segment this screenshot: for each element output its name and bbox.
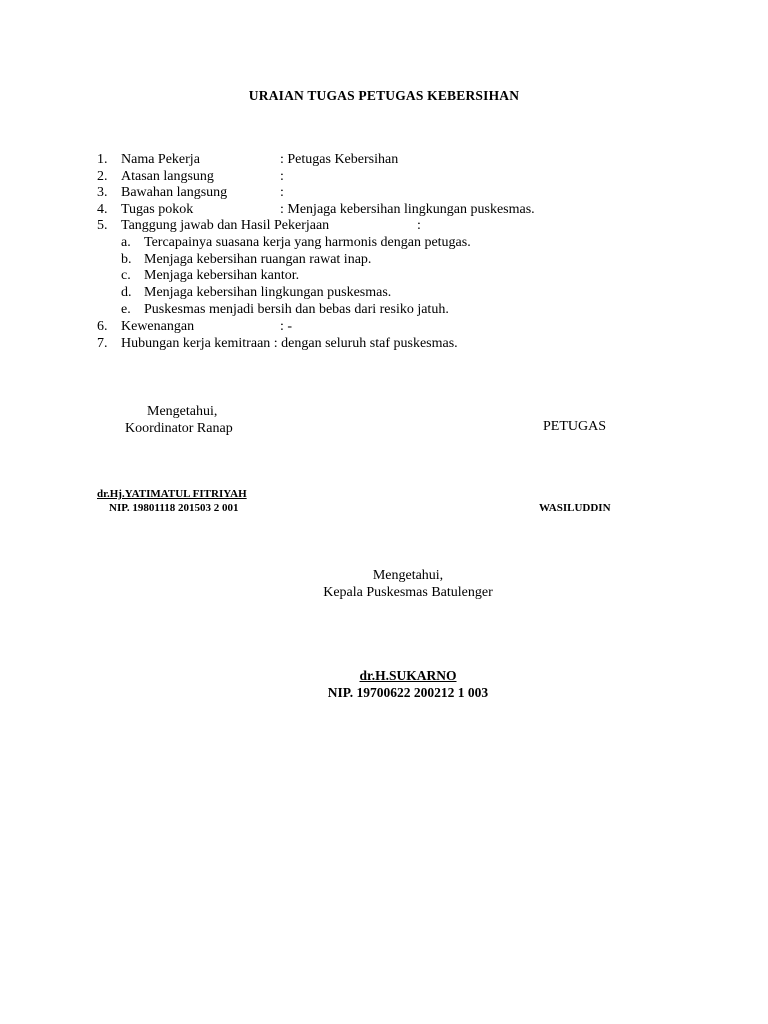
item-value: : xyxy=(280,185,284,200)
signer-nip: NIP. 19801118 201503 2 001 xyxy=(109,502,239,514)
document-title: URAIAN TUGAS PETUGAS KEBERSIHAN xyxy=(248,88,520,103)
sub-item-text: Menjaga kebersihan ruangan rawat inap. xyxy=(144,252,372,267)
sub-item-letter: d. xyxy=(121,285,132,300)
signer-name: WASILUDDIN xyxy=(539,502,611,514)
item-value: : xyxy=(417,218,421,233)
item-number: 5. xyxy=(97,218,108,233)
signer-nip: NIP. 19700622 200212 1 003 xyxy=(327,685,489,700)
item-label: Nama Pekerja xyxy=(121,152,200,167)
acknowledged-label: Mengetahui, xyxy=(147,404,218,419)
item-value: : Petugas Kebersihan xyxy=(280,152,399,167)
item-number: 2. xyxy=(97,169,108,184)
sub-item-letter: b. xyxy=(121,252,132,267)
sub-item-text: Tercapainya suasana kerja yang harmonis dengan petugas. xyxy=(144,235,471,250)
item-number: 1. xyxy=(97,152,108,167)
item-value: : xyxy=(280,169,284,184)
item-value: : Menjaga kebersihan lingkungan puskesmas. xyxy=(280,202,535,217)
item-number: 6. xyxy=(97,319,108,334)
signer-position: Koordinator Ranap xyxy=(125,421,233,436)
item-number: 4. xyxy=(97,202,108,217)
item-label: Bawahan langsung xyxy=(121,185,228,200)
item-value: : - xyxy=(280,319,293,334)
signer-position: Kepala Puskesmas Batulenger xyxy=(323,585,493,600)
item-label: Hubungan kerja kemitraan : dengan seluruh staf puskesmas. xyxy=(121,336,458,351)
item-number: 3. xyxy=(97,185,108,200)
signer-name: dr.H.SUKARNO xyxy=(359,668,457,683)
item-label: Tugas pokok xyxy=(121,202,194,217)
sub-item-text: Menjaga kebersihan lingkungan puskesmas. xyxy=(144,285,392,300)
item-number: 7. xyxy=(97,336,108,351)
sub-item-letter: e. xyxy=(121,302,131,317)
acknowledged-label: Mengetahui, xyxy=(372,568,444,583)
signer-name: dr.Hj.YATIMATUL FITRIYAH xyxy=(97,488,247,500)
sub-item-text: Puskesmas menjadi bersih dan bebas dari resiko jatuh. xyxy=(144,302,449,317)
signer-position: PETUGAS xyxy=(543,419,607,434)
item-label: Tanggung jawab dan Hasil Pekerjaan xyxy=(121,218,330,233)
sub-item-text: Menjaga kebersihan kantor. xyxy=(144,268,300,283)
sub-item-letter: c. xyxy=(121,268,131,283)
item-label: Kewenangan xyxy=(121,319,195,334)
item-label: Atasan langsung xyxy=(121,169,214,184)
sub-item-letter: a. xyxy=(121,235,131,250)
